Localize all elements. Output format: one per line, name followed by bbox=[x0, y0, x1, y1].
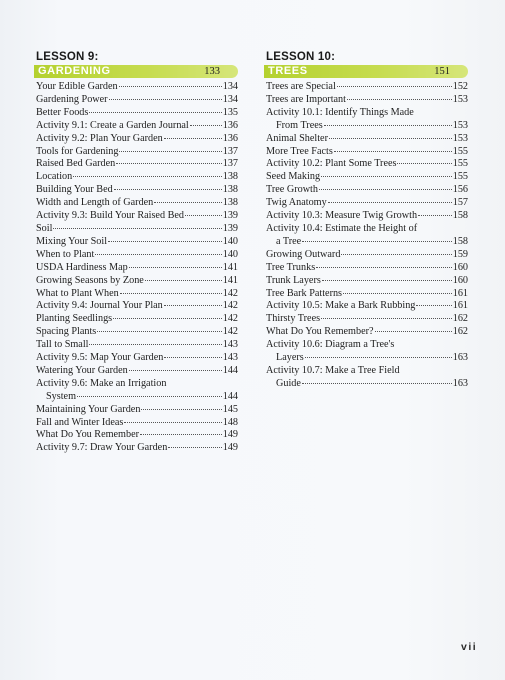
toc-entry-page: 142 bbox=[222, 300, 238, 312]
toc-entry-title: Tree Trunks bbox=[266, 261, 316, 273]
toc-entry-title: Activity 9.4: Journal Your Plan bbox=[36, 300, 163, 312]
toc-entry bbox=[34, 365, 238, 378]
toc-entry bbox=[34, 171, 238, 184]
toc-entry-page: 138 bbox=[222, 184, 238, 196]
toc-entry-page: 134 bbox=[222, 81, 238, 92]
toc-entry-page: 156 bbox=[452, 184, 468, 196]
toc-entry-page: 160 bbox=[452, 261, 468, 273]
dot-leader bbox=[114, 189, 222, 190]
lesson-9-column bbox=[34, 50, 238, 455]
dot-leader bbox=[375, 331, 452, 332]
toc-entry-page: 141 bbox=[222, 261, 238, 273]
dot-leader bbox=[120, 293, 222, 294]
toc-entry bbox=[264, 339, 468, 365]
dot-leader bbox=[302, 383, 452, 384]
toc-entry-title: What Do You Remember? bbox=[266, 326, 374, 338]
toc-entry-title: Your Edible Garden bbox=[36, 81, 118, 92]
dot-leader bbox=[109, 99, 222, 100]
toc-entry-title: Tree Growth bbox=[266, 184, 318, 196]
toc-entry bbox=[264, 275, 468, 288]
dot-leader bbox=[341, 254, 451, 255]
dot-leader bbox=[416, 305, 451, 306]
toc-entry-title: Raised Bed Garden bbox=[36, 158, 116, 170]
toc-entry-page: 161 bbox=[452, 287, 468, 299]
toc-entry-list bbox=[34, 81, 238, 455]
lesson-banner bbox=[34, 65, 238, 78]
toc-entry bbox=[264, 107, 468, 133]
dot-leader bbox=[89, 112, 221, 113]
toc-entry bbox=[34, 262, 238, 275]
toc-entry bbox=[34, 313, 238, 326]
dot-leader bbox=[141, 409, 221, 410]
toc-entry-title: Thirsty Trees bbox=[266, 313, 321, 325]
toc-entry-page: 144 bbox=[222, 390, 238, 402]
toc-entry bbox=[264, 197, 468, 210]
toc-entry-page: 143 bbox=[222, 339, 238, 351]
toc-entry-title: Trees are Important bbox=[266, 93, 346, 105]
toc-entry-title: Activity 10.1: Identify Things Made bbox=[266, 106, 414, 118]
dot-leader bbox=[73, 176, 222, 177]
toc-entry-title: Activity 10.4: Estimate the Height of bbox=[266, 222, 418, 234]
toc-entry-title: Tall to Small bbox=[36, 339, 89, 351]
toc-entry bbox=[34, 120, 238, 133]
toc-entry-title: System bbox=[46, 390, 77, 402]
toc-entry-page: 148 bbox=[222, 416, 238, 428]
dot-leader bbox=[124, 422, 221, 423]
toc-entry-page: 157 bbox=[452, 197, 468, 209]
toc-entry-page: 153 bbox=[452, 132, 468, 144]
toc-entry bbox=[34, 197, 238, 210]
dot-leader bbox=[302, 241, 452, 242]
dot-leader bbox=[113, 318, 222, 319]
dot-leader bbox=[95, 254, 221, 255]
toc-entry bbox=[264, 300, 468, 313]
toc-entry-title: Animal Shelter bbox=[266, 132, 328, 144]
toc-entry bbox=[34, 236, 238, 249]
lesson-label: LESSON 10: bbox=[266, 51, 336, 63]
toc-entry-page: 163 bbox=[452, 377, 468, 389]
toc-entry-title: Trunk Layers bbox=[266, 274, 321, 286]
toc-entry-page: 153 bbox=[452, 119, 468, 131]
toc-entry-page: 155 bbox=[452, 171, 468, 183]
lesson-banner bbox=[264, 65, 468, 78]
dot-leader bbox=[97, 331, 221, 332]
toc-entry bbox=[34, 223, 238, 236]
dot-leader bbox=[322, 280, 452, 281]
dot-leader bbox=[129, 267, 222, 268]
dot-leader bbox=[119, 86, 222, 87]
toc-entry-title: Activity 10.3: Measure Twig Growth bbox=[266, 210, 418, 222]
toc-entry bbox=[34, 417, 238, 430]
toc-entry-page: 155 bbox=[452, 145, 468, 157]
toc-entry-page: 138 bbox=[222, 171, 238, 183]
toc-entry-list bbox=[264, 81, 468, 391]
dot-leader bbox=[321, 318, 452, 319]
dot-leader bbox=[77, 396, 222, 397]
toc-entry-page: 136 bbox=[222, 132, 238, 144]
toc-entry-page: 158 bbox=[452, 210, 468, 222]
toc-entry-title: Better Foods bbox=[36, 106, 89, 118]
dot-leader bbox=[145, 280, 222, 281]
toc-entry-title: Tools for Gardening bbox=[36, 145, 119, 157]
toc-entry-title: Spacing Plants bbox=[36, 326, 97, 338]
toc-entry bbox=[34, 352, 238, 365]
dot-leader bbox=[328, 202, 452, 203]
dot-leader bbox=[343, 293, 452, 294]
toc-entry bbox=[264, 262, 468, 275]
toc-entry-title: Activity 9.6: Make an Irrigation bbox=[36, 377, 167, 389]
toc-entry-page: 153 bbox=[452, 93, 468, 105]
toc-entry-page: 138 bbox=[222, 197, 238, 209]
lesson-title: TREES bbox=[268, 65, 308, 77]
toc-entry-page: 161 bbox=[452, 300, 468, 312]
dot-leader bbox=[305, 357, 452, 358]
toc-entry bbox=[264, 326, 468, 339]
toc-entry-page: 136 bbox=[222, 119, 238, 131]
toc-entry-page: 160 bbox=[452, 274, 468, 286]
toc-entry-title: USDA Hardiness Map bbox=[36, 261, 128, 273]
toc-entry-page: 135 bbox=[222, 106, 238, 118]
toc-entry-title: Watering Your Garden bbox=[36, 364, 128, 376]
lesson-page-number: 133 bbox=[204, 66, 220, 77]
toc-entry-page: 139 bbox=[222, 222, 238, 234]
toc-entry bbox=[264, 184, 468, 197]
toc-entry-page: 142 bbox=[222, 287, 238, 299]
toc-entry-page: 141 bbox=[222, 274, 238, 286]
toc-entry-page: 159 bbox=[452, 248, 468, 260]
toc-entry-title: Twig Anatomy bbox=[266, 197, 327, 209]
toc-entry bbox=[264, 158, 468, 171]
toc-entry bbox=[264, 94, 468, 107]
toc-entry bbox=[34, 249, 238, 262]
dot-leader bbox=[319, 189, 452, 190]
toc-entry-page: 140 bbox=[222, 248, 238, 260]
toc-entry-page: 143 bbox=[222, 352, 238, 364]
toc-entry-title: Activity 9.2: Plan Your Garden bbox=[36, 132, 163, 144]
toc-entry-title: More Tree Facts bbox=[266, 145, 333, 157]
toc-entry-title: Width and Length of Garden bbox=[36, 197, 154, 209]
toc-entry-title: Planting Seedlings bbox=[36, 313, 113, 325]
toc-entry-title: Activity 10.7: Make a Tree Field bbox=[266, 364, 400, 376]
toc-entry-page: 134 bbox=[222, 93, 238, 105]
dot-leader bbox=[321, 176, 452, 177]
toc-entry-title: Building Your Bed bbox=[36, 184, 113, 196]
dot-leader bbox=[129, 370, 222, 371]
toc-entry bbox=[34, 158, 238, 171]
toc-entry-page: 162 bbox=[452, 326, 468, 338]
toc-entry-title: What Do You Remember bbox=[36, 429, 139, 441]
toc-entry-page: 158 bbox=[452, 235, 468, 247]
dot-leader bbox=[89, 344, 221, 345]
toc-entry bbox=[264, 313, 468, 326]
dot-leader bbox=[185, 215, 222, 216]
toc-entry bbox=[34, 300, 238, 313]
toc-entry-title: a Tree bbox=[276, 235, 302, 247]
toc-entry bbox=[34, 133, 238, 146]
toc-entry-page: 137 bbox=[222, 158, 238, 170]
lesson-label: LESSON 9: bbox=[36, 51, 99, 63]
toc-entry bbox=[264, 365, 468, 391]
toc-entry bbox=[34, 184, 238, 197]
lesson-title: GARDENING bbox=[38, 65, 111, 77]
dot-leader bbox=[397, 163, 451, 164]
toc-entry-title: Activity 10.5: Make a Bark Rubbing bbox=[266, 300, 416, 312]
dot-leader bbox=[154, 202, 221, 203]
lesson-10-column bbox=[264, 50, 468, 391]
dot-leader bbox=[164, 138, 222, 139]
toc-entry-title: Activity 9.7: Draw Your Garden bbox=[36, 442, 168, 454]
dot-leader bbox=[116, 163, 222, 164]
toc-entry-title: Activity 9.5: Map Your Garden bbox=[36, 352, 164, 364]
toc-entry-page: 137 bbox=[222, 145, 238, 157]
toc-entry-page: 149 bbox=[222, 442, 238, 454]
lesson-page-number: 151 bbox=[434, 66, 450, 77]
toc-entry bbox=[34, 210, 238, 223]
dot-leader bbox=[329, 138, 452, 139]
dot-leader bbox=[164, 357, 221, 358]
toc-entry-title: Guide bbox=[276, 377, 301, 389]
toc-entry bbox=[34, 81, 238, 94]
toc-entry-title: Fall and Winter Ideas bbox=[36, 416, 124, 428]
dot-leader bbox=[140, 434, 222, 435]
dot-leader bbox=[337, 86, 452, 87]
toc-entry-page: 142 bbox=[222, 313, 238, 325]
dot-leader bbox=[316, 267, 452, 268]
toc-entry-title: When to Plant bbox=[36, 248, 95, 260]
toc-entry-page: 140 bbox=[222, 235, 238, 247]
toc-entry bbox=[34, 275, 238, 288]
toc-entry bbox=[264, 81, 468, 94]
dot-leader bbox=[168, 447, 221, 448]
dot-leader bbox=[108, 241, 222, 242]
toc-entry-title: Mixing Your Soil bbox=[36, 235, 108, 247]
toc-entry-title: Tree Bark Patterns bbox=[266, 287, 343, 299]
toc-entry bbox=[34, 107, 238, 120]
toc-entry bbox=[34, 146, 238, 159]
toc-entry bbox=[34, 326, 238, 339]
toc-entry bbox=[34, 94, 238, 107]
dot-leader bbox=[418, 215, 452, 216]
toc-entry-title: From Trees bbox=[276, 119, 323, 131]
page-folio: vii bbox=[461, 641, 478, 653]
dot-leader bbox=[347, 99, 452, 100]
toc-entry-title: Activity 9.3: Build Your Raised Bed bbox=[36, 210, 185, 222]
toc-entry bbox=[264, 249, 468, 262]
dot-leader bbox=[53, 228, 221, 229]
toc-entry bbox=[264, 210, 468, 223]
toc-entry bbox=[34, 339, 238, 352]
toc-entry bbox=[264, 223, 468, 249]
dot-leader bbox=[119, 151, 221, 152]
toc-entry-page: 152 bbox=[452, 81, 468, 92]
toc-entry bbox=[34, 404, 238, 417]
toc-entry-page: 144 bbox=[222, 364, 238, 376]
toc-entry-title: Growing Seasons by Zone bbox=[36, 274, 144, 286]
dot-leader bbox=[190, 125, 222, 126]
toc-entry bbox=[34, 442, 238, 455]
dot-leader bbox=[164, 305, 222, 306]
toc-entry-title: What to Plant When bbox=[36, 287, 119, 299]
dot-leader bbox=[324, 125, 452, 126]
toc-entry bbox=[264, 171, 468, 184]
dot-leader bbox=[334, 151, 452, 152]
toc-entry-page: 145 bbox=[222, 403, 238, 415]
toc-entry bbox=[34, 288, 238, 301]
toc-entry-title: Seed Making bbox=[266, 171, 321, 183]
toc-entry-page: 139 bbox=[222, 210, 238, 222]
toc-entry bbox=[264, 146, 468, 159]
toc-entry-title: Maintaining Your Garden bbox=[36, 403, 141, 415]
toc-entry-title: Activity 9.1: Create a Garden Journal bbox=[36, 119, 189, 131]
toc-entry bbox=[34, 429, 238, 442]
toc-entry bbox=[264, 133, 468, 146]
toc-entry-title: Location bbox=[36, 171, 73, 183]
toc-entry-page: 149 bbox=[222, 429, 238, 441]
toc-entry-title: Activity 10.2: Plant Some Trees bbox=[266, 158, 397, 170]
toc-entry-page: 142 bbox=[222, 326, 238, 338]
toc-entry-title: Layers bbox=[276, 352, 304, 364]
toc-entry bbox=[34, 378, 238, 404]
toc-entry-title: Soil bbox=[36, 222, 53, 234]
toc-entry-page: 163 bbox=[452, 352, 468, 364]
toc-entry-page: 162 bbox=[452, 313, 468, 325]
toc-entry-title: Growing Outward bbox=[266, 248, 341, 260]
toc-entry-title: Trees are Special bbox=[266, 81, 336, 92]
toc-entry bbox=[264, 288, 468, 301]
toc-entry-page: 155 bbox=[452, 158, 468, 170]
toc-entry-title: Gardening Power bbox=[36, 93, 108, 105]
toc-entry-title: Activity 10.6: Diagram a Tree's bbox=[266, 339, 395, 351]
